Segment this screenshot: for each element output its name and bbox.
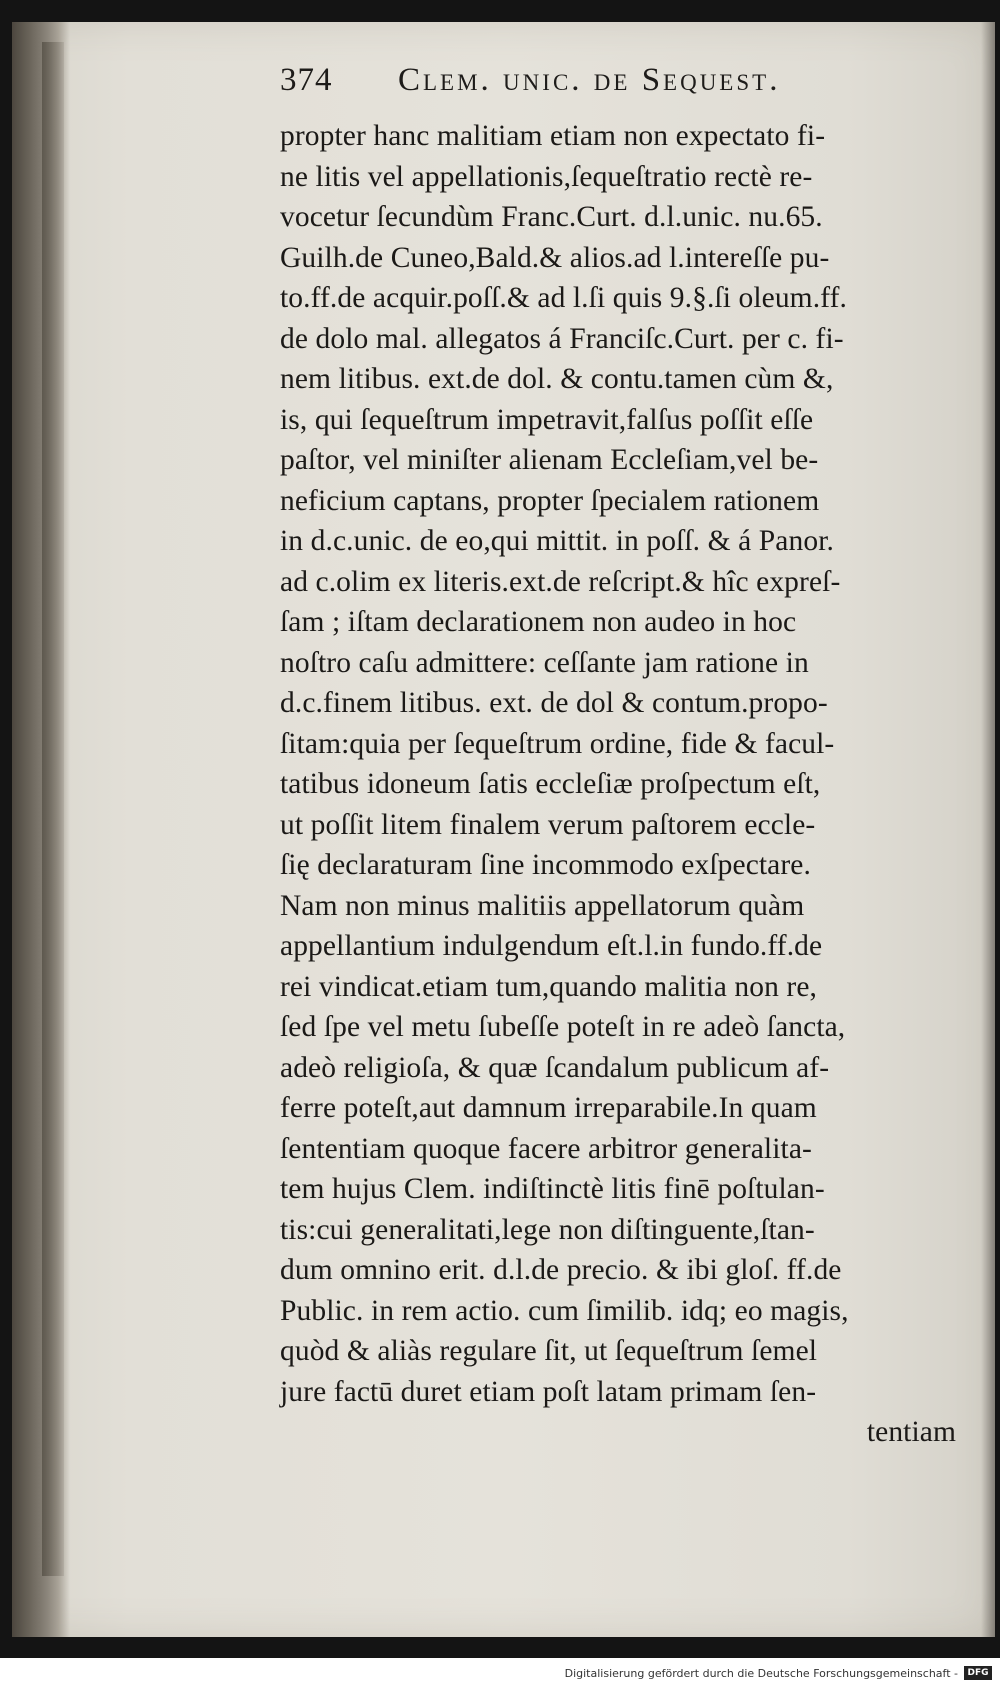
text-line: vocetur ſecundùm Franc.Curt. d.l.unic. nu.65. — [280, 201, 823, 233]
binding-shadow — [42, 42, 64, 1576]
text-line: ſed ſpe vel metu ſubeſſe poteſt in re adeò ſancta, — [280, 1011, 846, 1043]
text-line: to.ff.de acquir.poſſ.& ad l.ſi quis 9.§.ſi oleum.ff. — [280, 282, 847, 314]
text-line: nem litibus. ext.de dol. & contu.tamen cùm &, — [280, 363, 834, 395]
text-line: neficium captans, propter ſpecialem rationem — [280, 484, 820, 517]
text-line: adeò religioſa, & quæ ſcandalum publicum af- — [280, 1051, 830, 1084]
text-line: quòd & aliàs regulare ſit, ut ſequeſtrum ſemel — [280, 1335, 818, 1367]
text-line: propter hanc malitiam etiam non expectato fi- — [280, 120, 826, 152]
text-line: tis:cui generalitati,lege non diſtinguente,ſtan- — [280, 1213, 815, 1246]
text-line: Public. in rem actio. cum ſimilib. idq; eo magis, — [280, 1294, 849, 1327]
text-line: ſam ; iſtam declarationem non audeo in hoc — [280, 606, 797, 638]
text-line: Nam non minus malitiis appellatorum quàm — [280, 889, 805, 922]
text-line: de dolo mal. allegatos á Franciſc.Curt. per c. fi- — [280, 322, 844, 355]
text-line: dum omnino erit. d.l.de precio. & ibi gloſ. ff.de — [280, 1254, 842, 1286]
text-line: ad c.olim ex literis.ext.de reſcript.& hîc expreſ- — [280, 565, 841, 598]
text-line: paſtor, vel miniſter alienam Eccleſiam,vel be- — [280, 444, 819, 476]
text-line: in d.c.unic. de eo,qui mittit. in poſſ. & á Panor. — [280, 525, 834, 557]
text-line: ut poſſit litem finalem verum paſtorem eccle- — [280, 808, 816, 841]
text-line: d.c.finem litibus. ext. de dol & contum.propo- — [280, 687, 828, 719]
page-edge-shadow — [981, 22, 995, 1637]
text-line: noſtro caſu admittere: ceſſante jam ratione in — [280, 646, 809, 679]
text-line: jure factū duret etiam poſt latam primam ſen- — [280, 1375, 817, 1408]
text-line: is, qui ſequeſtrum impetravit,falſus poſſit eſſe — [280, 403, 814, 436]
text-line: rei vindicat.etiam tum,quando malitia non re, — [280, 970, 817, 1003]
text-line: ſię declaraturam ſine incommodo exſpectare. — [280, 849, 811, 881]
page-header — [280, 62, 920, 112]
text-line: appellantium indulgendum eſt.l.in fundo.ff.de — [280, 930, 823, 962]
text-line: ſententiam quoque facere arbitror generalita- — [280, 1132, 812, 1165]
text-line: ferre poteſt,aut damnum irreparabile.In quam — [280, 1092, 817, 1124]
text-line: ne litis vel appellationis,ſequeſtratio rectè re- — [280, 160, 813, 193]
digitization-footer — [0, 1658, 1000, 1688]
running-title: Clem. unic. de Sequest. — [398, 62, 781, 98]
funding-notice: Digitalisierung gefördert durch die Deutsche Forschungsgemeinschaft - — [564, 1667, 958, 1680]
catchword: tentiam — [866, 1416, 956, 1448]
dfg-logo-icon: DFG — [964, 1666, 992, 1680]
text-line: Guilh.de Cuneo,Bald.& alios.ad l.intereſſe pu- — [280, 241, 830, 274]
body-text — [280, 116, 980, 1453]
text-line: tatibus idoneum ſatis eccleſiæ proſpectum eſt, — [280, 768, 821, 800]
page-number: 374 — [280, 62, 333, 98]
text-line: tem hujus Clem. indiſtinctè litis finē poſtulan- — [280, 1173, 825, 1205]
text-line: ſitam:quia per ſequeſtrum ordine, fide & facul- — [280, 727, 835, 760]
